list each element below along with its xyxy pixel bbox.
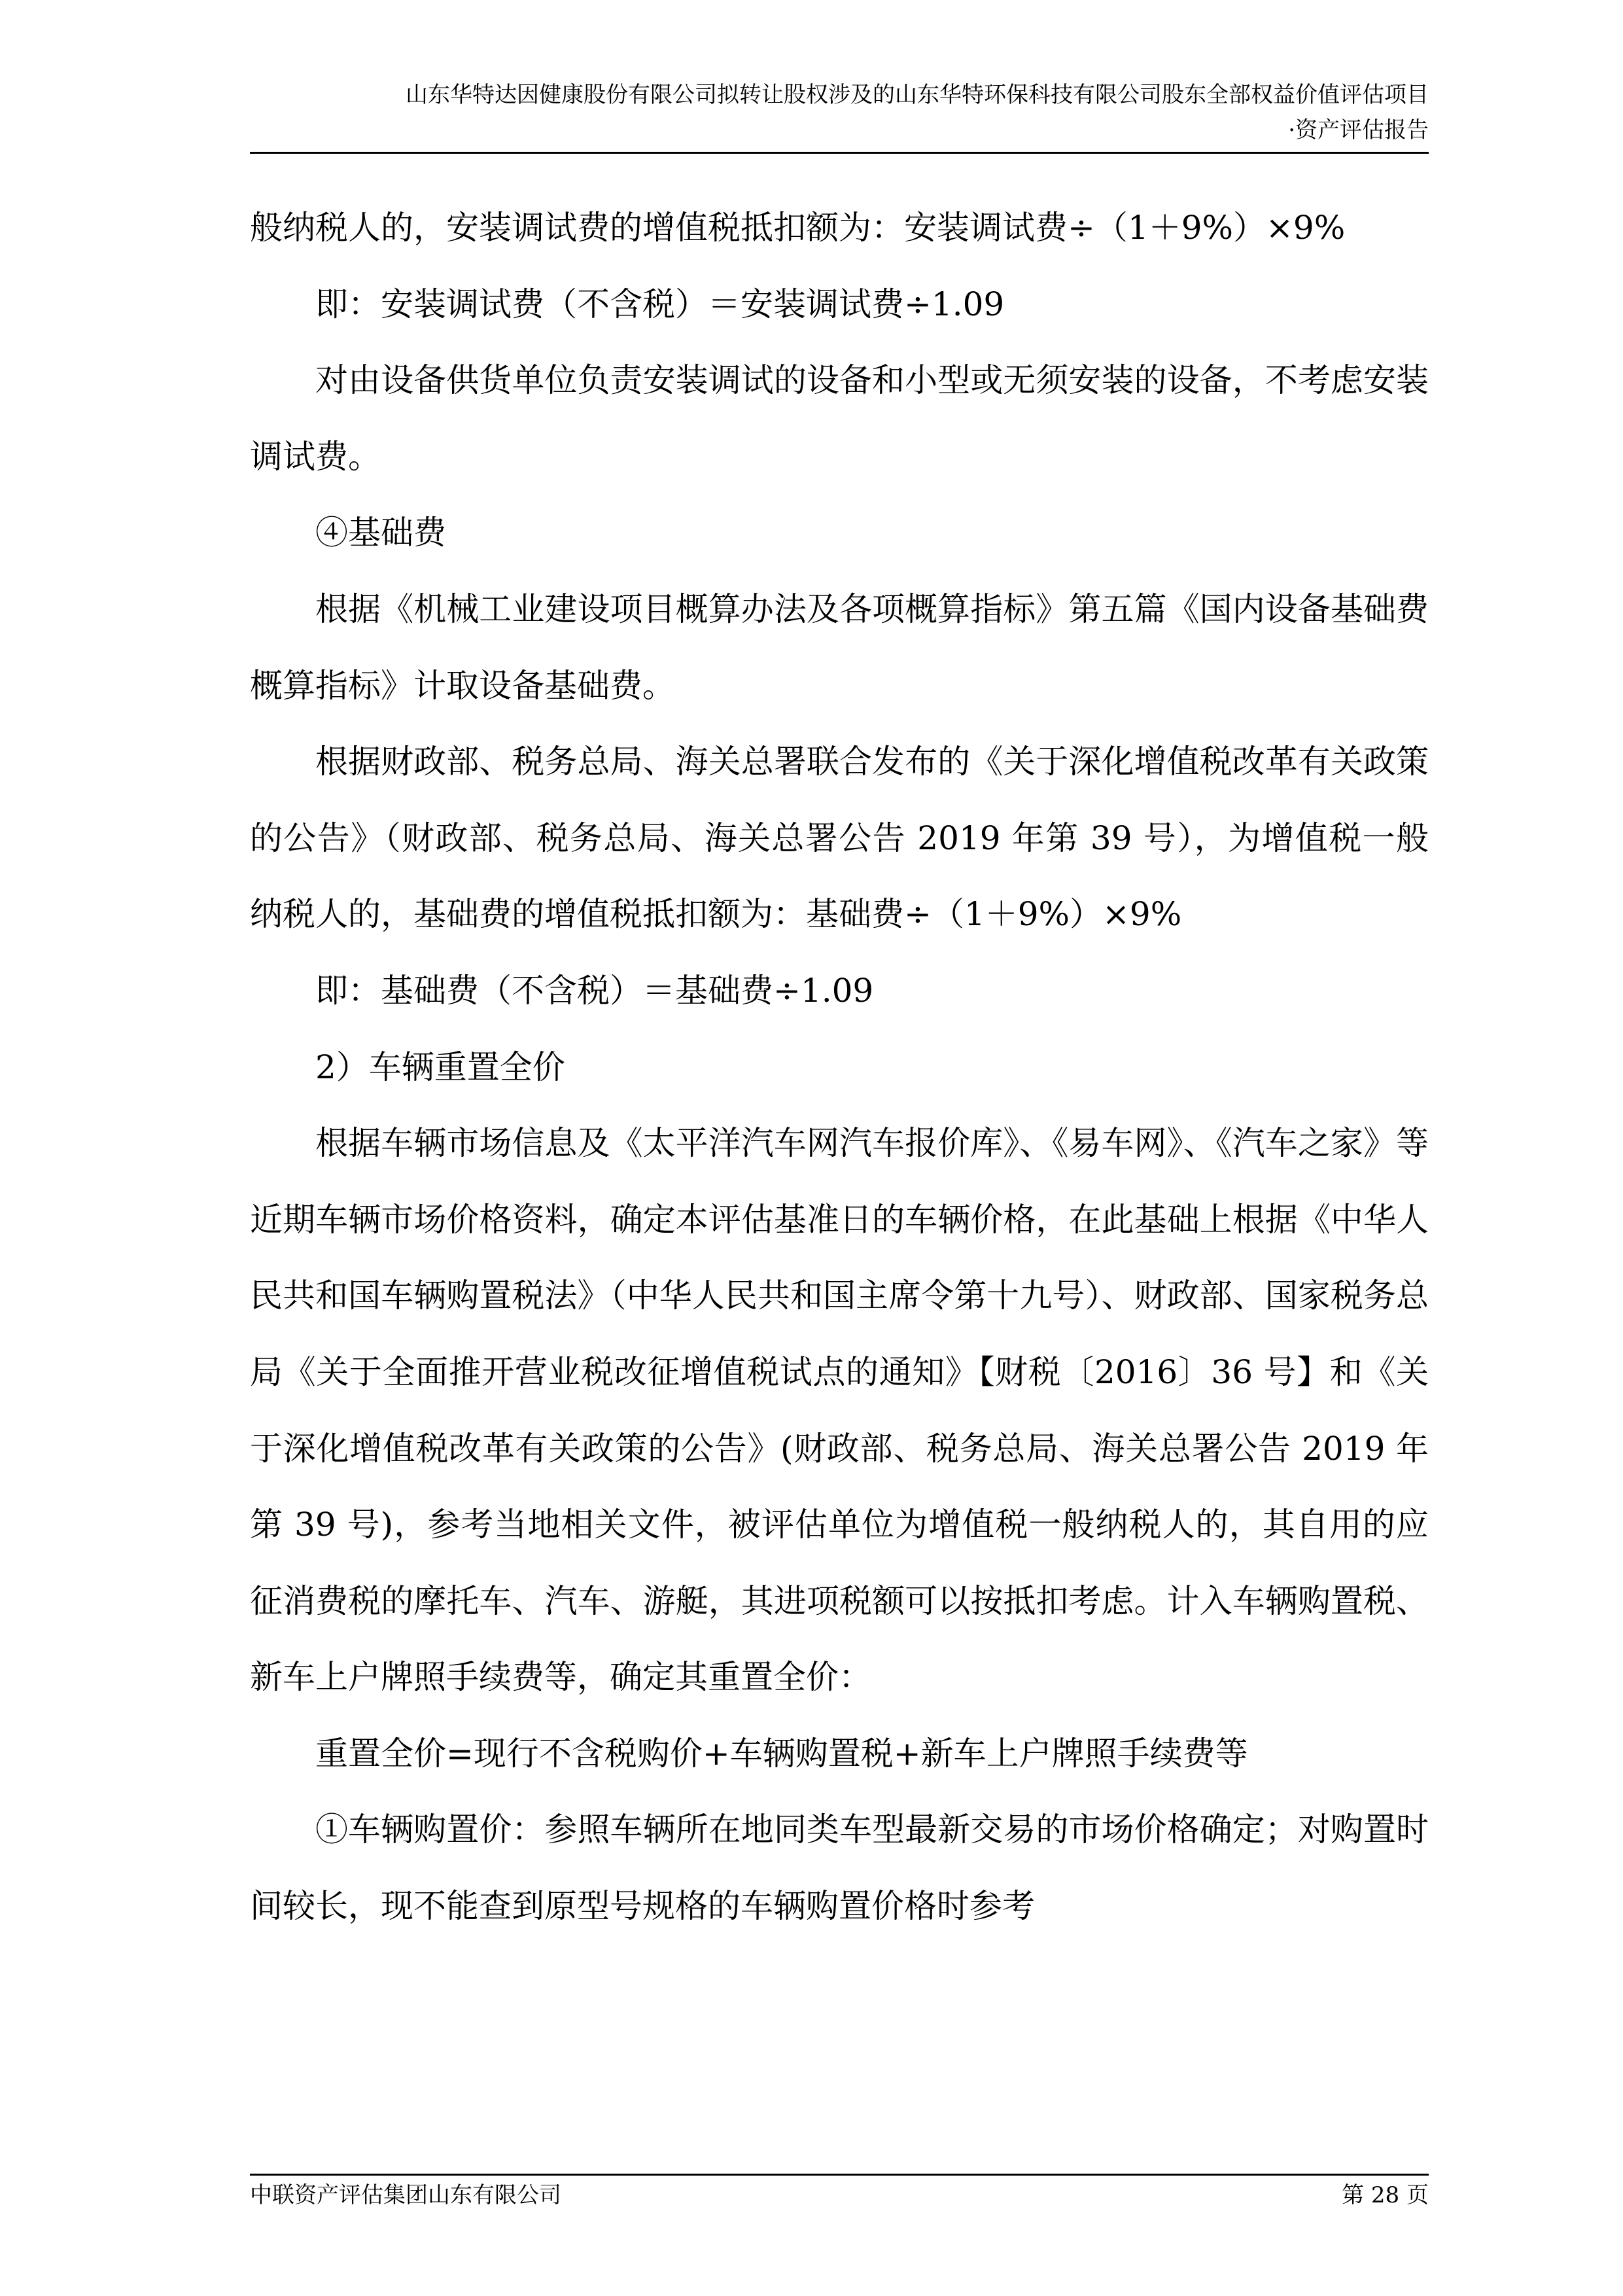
report-body bbox=[250, 190, 1429, 1945]
paragraph: 即：基础费（不含税）＝基础费÷1.09 bbox=[315, 971, 874, 1010]
paragraph-continued: 般纳税人的，安装调试费的增值税抵扣额为：安装调试费÷（1＋9%）×9% bbox=[250, 209, 1346, 247]
paragraph: 根据车辆市场信息及《太平洋汽车网汽车报价库》、《易车网》、《汽车之家》等近期车辆市场价格资料，确定本评估基准日的车辆价格，在此基础上根据《中华人民共和国车辆购置税法》（中华人民共和国主席令第十九号）、财政部、国家税务总局《关于全面推开营业税改征增值税试点的通知》【财税〔2016〕36 号】和《关于深化增值税改革有关政策的公告》(财政部、税务总局、海关总署公告 2019 年第 39 号)，参考当地相关文件，被评估单位为增值税一般纳税人的，其自用的应征消费税的摩托车、汽车、游艇，其进项税额可以按抵扣考虑。计入车辆购置税、新车上户牌照手续费等，确定其重置全价： bbox=[250, 1124, 1429, 1697]
page-header bbox=[250, 77, 1429, 148]
header-title: 山东华特达因健康股份有限公司拟转让股权涉及的山东华特环保科技有限公司股东全部权益价值评估项目 bbox=[406, 82, 1429, 108]
page-number: 第 28 页 bbox=[1342, 2182, 1429, 2208]
paragraph: 根据《机械工业建设项目概算办法及各项概算指标》第五篇《国内设备基础费概算指标》计取设备基础费。 bbox=[250, 590, 1429, 705]
section-heading: 2）车辆重置全价 bbox=[315, 1048, 565, 1086]
footer-divider bbox=[250, 2174, 1429, 2176]
paragraph: ①车辆购置价：参照车辆所在地同类车型最新交易的市场价格确定；对购置时间较长，现不能查到原型号规格的车辆购置价格时参考 bbox=[250, 1810, 1429, 1926]
paragraph: 对由设备供货单位负责安装调试的设备和小型或无须安装的设备，不考虑安装调试费。 bbox=[250, 361, 1429, 476]
header-subtitle: ·资产评估报告 bbox=[1288, 117, 1429, 143]
paragraph: 根据财政部、税务总局、海关总署联合发布的《关于深化增值税改革有关政策的公告》（财政部、税务总局、海关总署公告 2019 年第 39 号），为增值税一般纳税人的，基础费的增值税抵扣额为：基础费÷（1＋9%）×9% bbox=[250, 743, 1429, 934]
header-divider bbox=[250, 152, 1429, 154]
footer-company: 中联资产评估集团山东有限公司 bbox=[250, 2182, 561, 2208]
section-heading: ④基础费 bbox=[315, 514, 446, 552]
paragraph: 即：安装调试费（不含税）＝安装调试费÷1.09 bbox=[315, 285, 1005, 323]
formula-paragraph: 重置全价=现行不含税购价+车辆购置税+新车上户牌照手续费等 bbox=[315, 1734, 1248, 1773]
